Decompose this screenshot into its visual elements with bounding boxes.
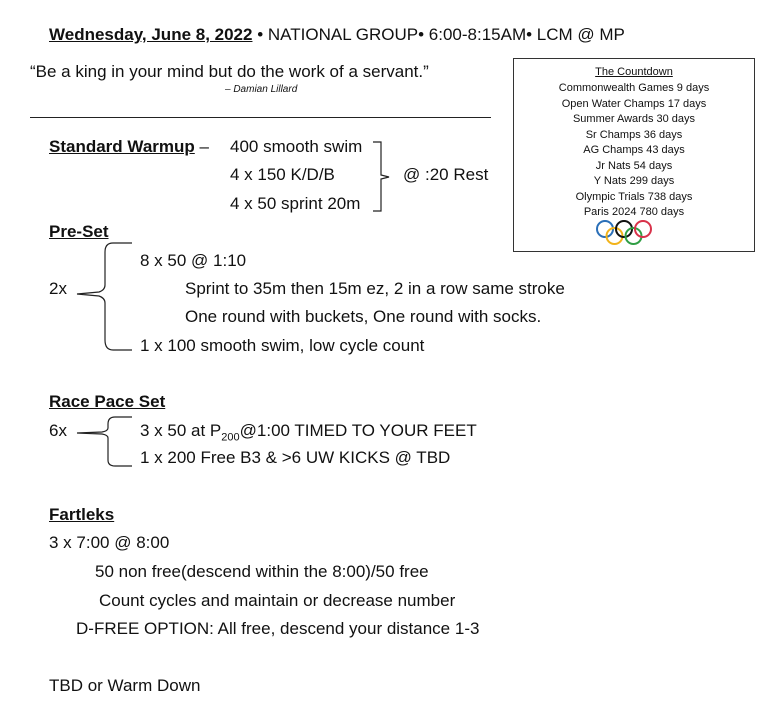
warmup-heading [49,137,209,157]
fartleks-line: D-FREE OPTION: All free, descend your distance 1-3 [76,619,480,638]
countdown-item: AG Champs 43 days [583,144,685,156]
olympic-rings-icon [594,219,654,247]
warmup-title: Standard Warmup [49,137,195,156]
workout-course: LCM @ MP [536,25,625,44]
warmup-dash: – [199,137,209,156]
racepace-title: Race Pace Set [49,392,166,411]
warmup-line: 4 x 150 K/D/B [230,165,335,184]
workout-date: Wednesday, June 8, 2022 [49,25,253,44]
fartleks-line: Count cycles and maintain or decrease number [99,591,456,610]
preset-line: One round with buckets, One round with socks. [185,307,542,326]
fartleks-line: 50 non free(descend within the 8:00)/50 free [95,562,429,581]
header-bullet: • [526,25,533,44]
countdown-item: Commonwealth Games 9 days [558,82,710,94]
racepace-left-brace [75,414,135,472]
preset-line: 8 x 50 @ 1:10 [140,251,247,270]
quote-author: – Damian Lillard [225,84,298,95]
quote-text: “Be a king in your mind but do the work of a servant.” [30,62,429,81]
preset-reps: 2x [49,279,67,298]
warmup-line: 400 smooth swim [230,137,363,156]
racepace-line1-b: @1:00 TIMED TO YOUR FEET [239,421,477,440]
countdown-item: Summer Awards 30 days [572,113,696,125]
preset-left-brace [75,240,135,355]
fartleks-line: 3 x 7:00 @ 8:00 [49,533,170,552]
fartleks-title: Fartleks [49,505,115,524]
countdown-title: The Countdown [595,66,673,78]
countdown-item: Open Water Champs 17 days [561,97,707,110]
workout-time: 6:00-8:15AM [428,25,527,44]
header-bullet: • [257,25,264,44]
countdown-item: Jr Nats 54 days [595,159,673,172]
warmup-rest: @ :20 Rest [403,165,489,184]
countdown-item: Olympic Trials 738 days [575,190,693,203]
preset-line: Sprint to 35m then 15m ez, 2 in a row same stroke [185,279,565,298]
header-bullet: • [418,25,425,44]
warm-down-text: TBD or Warm Down [49,676,201,695]
racepace-line1-a: 3 x 50 at P [140,421,222,440]
workout-header [49,25,625,45]
preset-title: Pre-Set [49,222,109,241]
preset-line: 1 x 100 smooth swim, low cycle count [140,336,425,355]
countdown-item: Y Nats 299 days [593,175,675,187]
workout-group: NATIONAL GROUP [267,25,419,44]
countdown-item: Sr Champs 36 days [585,128,683,141]
countdown-list [514,81,754,221]
racepace-line: 1 x 200 Free B3 & >6 UW KICKS @ TBD [140,448,451,467]
warmup-line: 4 x 50 sprint 20m [230,194,361,213]
warmup-right-bracket [371,140,399,215]
countdown-item: Paris 2024 780 days [583,206,685,218]
divider [30,117,491,118]
racepace-line [140,421,477,447]
racepace-line1-sub: 200 [221,431,240,444]
racepace-reps: 6x [49,421,67,440]
countdown-box [513,58,755,252]
